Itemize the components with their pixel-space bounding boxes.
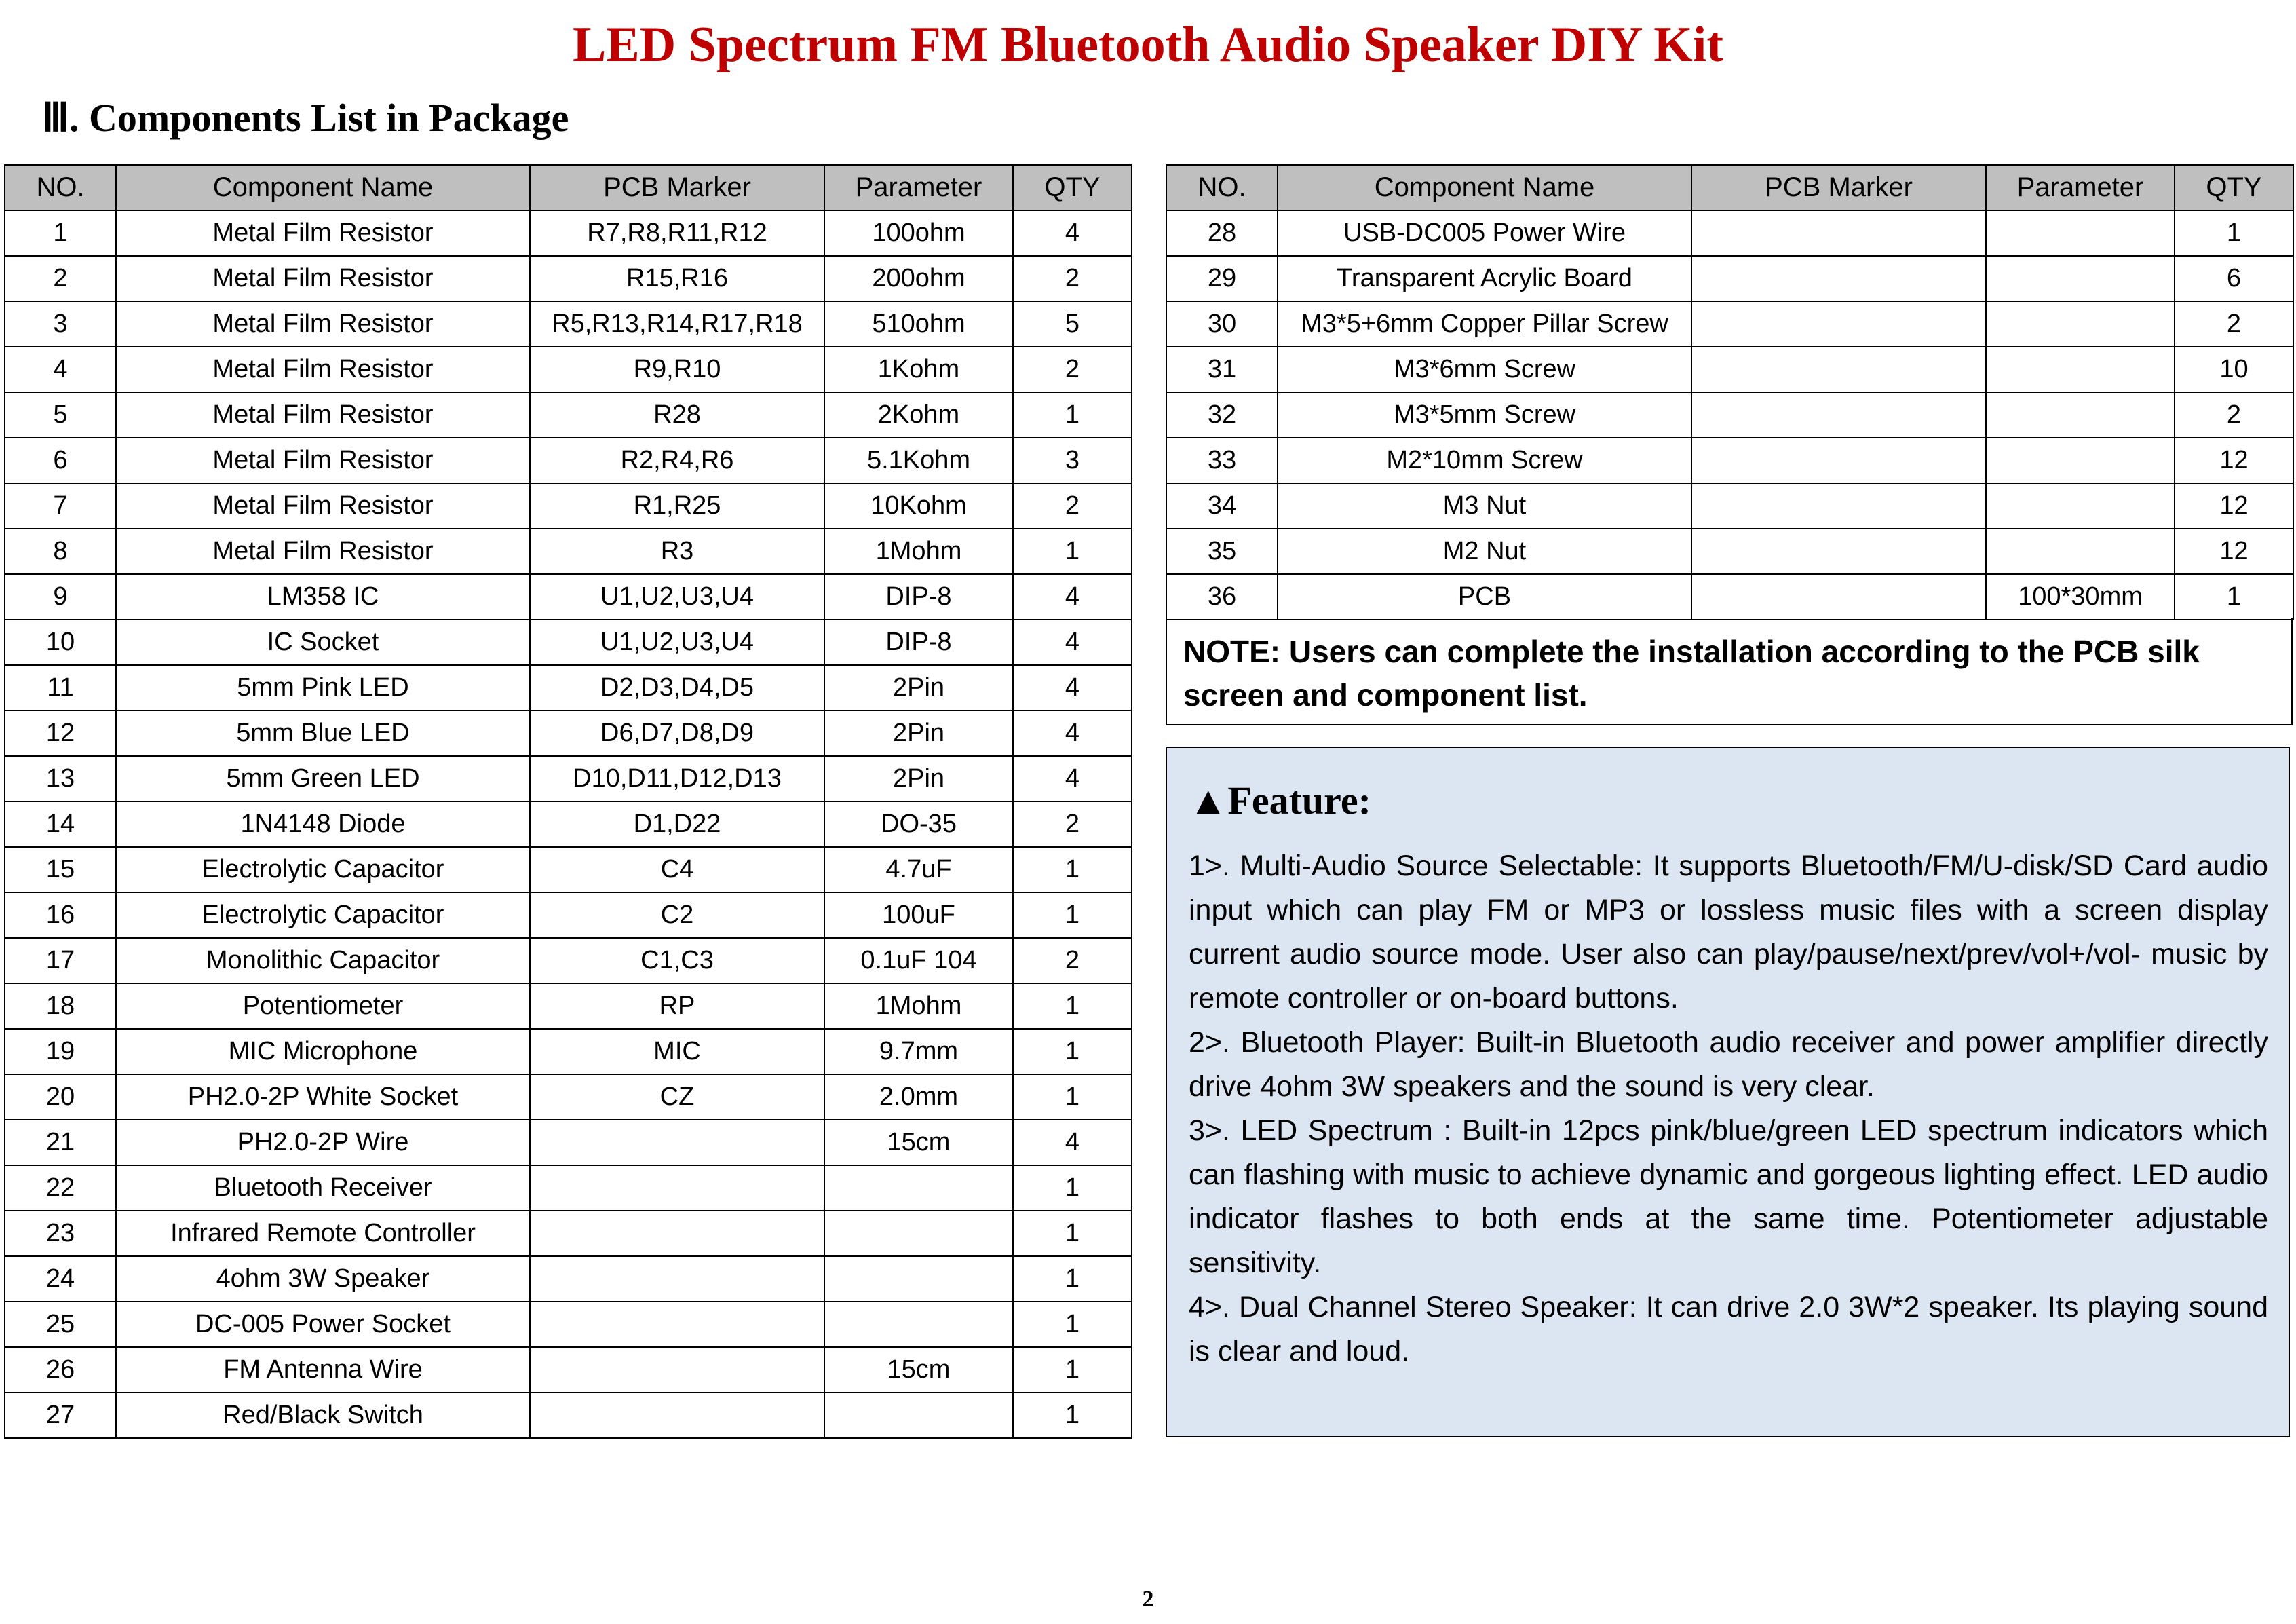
cell-component-name: M2*10mm Screw: [1278, 438, 1691, 483]
header-component-name: Component Name: [116, 165, 530, 210]
cell-no: 13: [5, 756, 116, 801]
cell-no: 35: [1166, 529, 1278, 574]
cell-pcb-marker: RP: [530, 983, 824, 1029]
cell-no: 30: [1166, 301, 1278, 347]
cell-pcb-marker: U1,U2,U3,U4: [530, 620, 824, 665]
cell-qty: 4: [1013, 665, 1132, 711]
table-row: [5, 938, 1132, 983]
components-table-right: [1166, 164, 2294, 620]
table-row: [1166, 347, 2293, 392]
cell-parameter: [1986, 529, 2175, 574]
cell-component-name: M3*5mm Screw: [1278, 392, 1691, 438]
table-row: [5, 347, 1132, 392]
cell-qty: 3: [1013, 438, 1132, 483]
cell-no: 22: [5, 1165, 116, 1211]
cell-no: 17: [5, 938, 116, 983]
cell-no: 4: [5, 347, 116, 392]
cell-component-name: PH2.0-2P Wire: [116, 1120, 530, 1165]
table-row: [5, 483, 1132, 529]
cell-component-name: Potentiometer: [116, 983, 530, 1029]
table-row: [1166, 529, 2293, 574]
table-row: [5, 1393, 1132, 1438]
table-row: [5, 301, 1132, 347]
cell-component-name: 5mm Pink LED: [116, 665, 530, 711]
cell-no: 24: [5, 1256, 116, 1302]
cell-qty: 4: [1013, 711, 1132, 756]
cell-component-name: 4ohm 3W Speaker: [116, 1256, 530, 1302]
header-component-name: Component Name: [1278, 165, 1691, 210]
table-row: [5, 620, 1132, 665]
cell-no: 26: [5, 1347, 116, 1393]
table-row: [5, 392, 1132, 438]
cell-qty: 12: [2175, 438, 2293, 483]
cell-component-name: MIC Microphone: [116, 1029, 530, 1074]
table-body-left: [5, 210, 1132, 1438]
cell-qty: 1: [1013, 1029, 1132, 1074]
feature-item: 2>. Bluetooth Player: Built-in Bluetooth audio receiver and power amplifier directly drive 4ohm 3W speakers and the sound is very clear.: [1189, 1026, 2268, 1103]
cell-pcb-marker: [1691, 574, 1986, 620]
table-row: [5, 1347, 1132, 1393]
table-row: [1166, 210, 2293, 256]
cell-pcb-marker: [530, 1256, 824, 1302]
cell-pcb-marker: C4: [530, 847, 824, 892]
cell-no: 3: [5, 301, 116, 347]
feature-item: 3>. LED Spectrum : Built-in 12pcs pink/blue/green LED spectrum indicators which can flashing with music to achieve dynamic and gorgeous lighting effect. LED audio indicator flashes to both ends at the same time. Potentiometer adjustable sensitivity.: [1189, 1114, 2268, 1279]
cell-pcb-marker: R15,R16: [530, 256, 824, 301]
table-row: [5, 1302, 1132, 1347]
cell-qty: 2: [1013, 256, 1132, 301]
cell-component-name: M3*5+6mm Copper Pillar Screw: [1278, 301, 1691, 347]
cell-no: 25: [5, 1302, 116, 1347]
cell-no: 12: [5, 711, 116, 756]
cell-parameter: DIP-8: [824, 620, 1013, 665]
cell-pcb-marker: MIC: [530, 1029, 824, 1074]
cell-pcb-marker: C1,C3: [530, 938, 824, 983]
cell-component-name: Red/Black Switch: [116, 1393, 530, 1438]
cell-pcb-marker: [1691, 483, 1986, 529]
cell-component-name: 5mm Green LED: [116, 756, 530, 801]
cell-parameter: [824, 1211, 1013, 1256]
cell-pcb-marker: [530, 1302, 824, 1347]
cell-no: 1: [5, 210, 116, 256]
cell-parameter: [1986, 347, 2175, 392]
cell-qty: 1: [1013, 529, 1132, 574]
table-row: [5, 438, 1132, 483]
cell-qty: 6: [2175, 256, 2293, 301]
cell-parameter: 2Kohm: [824, 392, 1013, 438]
cell-parameter: [1986, 301, 2175, 347]
cell-pcb-marker: D2,D3,D4,D5: [530, 665, 824, 711]
header-parameter: Parameter: [1986, 165, 2175, 210]
cell-pcb-marker: R7,R8,R11,R12: [530, 210, 824, 256]
cell-no: 14: [5, 801, 116, 847]
table-row: [1166, 438, 2293, 483]
cell-no: 10: [5, 620, 116, 665]
cell-pcb-marker: [1691, 347, 1986, 392]
cell-pcb-marker: R9,R10: [530, 347, 824, 392]
cell-parameter: 100*30mm: [1986, 574, 2175, 620]
cell-parameter: 1Mohm: [824, 983, 1013, 1029]
table-row: [5, 1211, 1132, 1256]
cell-pcb-marker: [530, 1165, 824, 1211]
cell-pcb-marker: [530, 1211, 824, 1256]
cell-no: 28: [1166, 210, 1278, 256]
cell-component-name: M3*6mm Screw: [1278, 347, 1691, 392]
cell-pcb-marker: U1,U2,U3,U4: [530, 574, 824, 620]
cell-parameter: DIP-8: [824, 574, 1013, 620]
cell-qty: 2: [1013, 938, 1132, 983]
cell-component-name: 5mm Blue LED: [116, 711, 530, 756]
table-row: [1166, 392, 2293, 438]
cell-qty: 10: [2175, 347, 2293, 392]
cell-pcb-marker: [1691, 256, 1986, 301]
cell-no: 32: [1166, 392, 1278, 438]
cell-qty: 4: [1013, 574, 1132, 620]
feature-item: 1>. Multi-Audio Source Selectable: It supports Bluetooth/FM/U-disk/SD Card audio input which can play FM or MP3 or lossless music files with a screen display current audio source mode. User also can play/pause/next/prev/vol+/vol- music by remote controller or on-board buttons.: [1189, 850, 2268, 1015]
cell-qty: 4: [1013, 620, 1132, 665]
cell-qty: 5: [1013, 301, 1132, 347]
cell-component-name: FM Antenna Wire: [116, 1347, 530, 1393]
table-row: [5, 1120, 1132, 1165]
table-row: [5, 1165, 1132, 1211]
cell-no: 36: [1166, 574, 1278, 620]
cell-no: 9: [5, 574, 116, 620]
cell-no: 34: [1166, 483, 1278, 529]
cell-pcb-marker: [1691, 529, 1986, 574]
table-row: [5, 574, 1132, 620]
table-row: [5, 801, 1132, 847]
cell-qty: 1: [1013, 1165, 1132, 1211]
cell-parameter: 2Pin: [824, 756, 1013, 801]
cell-no: 11: [5, 665, 116, 711]
cell-parameter: [1986, 392, 2175, 438]
cell-no: 31: [1166, 347, 1278, 392]
header-qty: QTY: [1013, 165, 1132, 210]
cell-qty: 1: [1013, 847, 1132, 892]
cell-pcb-marker: R5,R13,R14,R17,R18: [530, 301, 824, 347]
table-row: [5, 1256, 1132, 1302]
table-row: [1166, 256, 2293, 301]
cell-no: 2: [5, 256, 116, 301]
cell-component-name: 1N4148 Diode: [116, 801, 530, 847]
table-header-row: [1166, 165, 2293, 210]
cell-qty: 1: [1013, 1393, 1132, 1438]
cell-parameter: [1986, 483, 2175, 529]
page-number: 2: [1142, 1587, 1154, 1612]
cell-parameter: 0.1uF 104: [824, 938, 1013, 983]
table-row: [5, 756, 1132, 801]
cell-qty: 2: [1013, 483, 1132, 529]
cell-no: 19: [5, 1029, 116, 1074]
cell-component-name: M2 Nut: [1278, 529, 1691, 574]
cell-pcb-marker: [1691, 301, 1986, 347]
cell-parameter: 5.1Kohm: [824, 438, 1013, 483]
cell-component-name: M3 Nut: [1278, 483, 1691, 529]
cell-no: 8: [5, 529, 116, 574]
cell-parameter: [1986, 210, 2175, 256]
cell-qty: 1: [1013, 1347, 1132, 1393]
cell-parameter: 510ohm: [824, 301, 1013, 347]
cell-qty: 4: [1013, 1120, 1132, 1165]
cell-no: 16: [5, 892, 116, 938]
table-row: [5, 983, 1132, 1029]
cell-qty: 2: [1013, 801, 1132, 847]
cell-parameter: [824, 1302, 1013, 1347]
cell-parameter: 2.0mm: [824, 1074, 1013, 1120]
cell-component-name: DC-005 Power Socket: [116, 1302, 530, 1347]
cell-parameter: 4.7uF: [824, 847, 1013, 892]
cell-parameter: [1986, 256, 2175, 301]
header-no: NO.: [1166, 165, 1278, 210]
cell-component-name: Metal Film Resistor: [116, 529, 530, 574]
cell-no: 27: [5, 1393, 116, 1438]
cell-no: 21: [5, 1120, 116, 1165]
table-row: [5, 529, 1132, 574]
table-row: [5, 210, 1132, 256]
cell-component-name: Metal Film Resistor: [116, 301, 530, 347]
feature-heading: ▲Feature:: [1189, 778, 1371, 823]
table-row: [5, 847, 1132, 892]
cell-parameter: 9.7mm: [824, 1029, 1013, 1074]
cell-no: 15: [5, 847, 116, 892]
cell-parameter: 100ohm: [824, 210, 1013, 256]
cell-component-name: PH2.0-2P White Socket: [116, 1074, 530, 1120]
cell-qty: 12: [2175, 529, 2293, 574]
cell-parameter: [1986, 438, 2175, 483]
cell-component-name: Metal Film Resistor: [116, 438, 530, 483]
document-title: LED Spectrum FM Bluetooth Audio Speaker DIY Kit: [573, 17, 1723, 73]
components-table-left: [4, 164, 1132, 1439]
cell-no: 20: [5, 1074, 116, 1120]
cell-pcb-marker: [530, 1393, 824, 1438]
cell-parameter: 2Pin: [824, 665, 1013, 711]
table-row: [5, 892, 1132, 938]
table-row: [5, 711, 1132, 756]
cell-pcb-marker: CZ: [530, 1074, 824, 1120]
cell-component-name: Metal Film Resistor: [116, 347, 530, 392]
cell-pcb-marker: [1691, 210, 1986, 256]
cell-parameter: DO-35: [824, 801, 1013, 847]
table-row: [1166, 301, 2293, 347]
section-heading: Ⅲ. Components List in Package: [42, 96, 569, 140]
cell-no: 29: [1166, 256, 1278, 301]
cell-pcb-marker: C2: [530, 892, 824, 938]
cell-qty: 1: [2175, 574, 2293, 620]
table-header-row: [5, 165, 1132, 210]
cell-component-name: Metal Film Resistor: [116, 483, 530, 529]
header-no: NO.: [5, 165, 116, 210]
cell-component-name: IC Socket: [116, 620, 530, 665]
cell-pcb-marker: R1,R25: [530, 483, 824, 529]
cell-component-name: PCB: [1278, 574, 1691, 620]
table-row: [1166, 574, 2293, 620]
cell-component-name: Electrolytic Capacitor: [116, 892, 530, 938]
cell-component-name: Infrared Remote Controller: [116, 1211, 530, 1256]
cell-no: 23: [5, 1211, 116, 1256]
cell-no: 18: [5, 983, 116, 1029]
table-row: [5, 1074, 1132, 1120]
cell-component-name: USB-DC005 Power Wire: [1278, 210, 1691, 256]
cell-pcb-marker: [530, 1347, 824, 1393]
cell-qty: 2: [1013, 347, 1132, 392]
cell-parameter: 2Pin: [824, 711, 1013, 756]
cell-qty: 1: [1013, 392, 1132, 438]
cell-qty: 1: [1013, 983, 1132, 1029]
cell-qty: 4: [1013, 756, 1132, 801]
cell-qty: 2: [2175, 392, 2293, 438]
header-parameter: Parameter: [824, 165, 1013, 210]
cell-qty: 1: [1013, 1211, 1132, 1256]
table-row: [5, 256, 1132, 301]
cell-qty: 1: [1013, 1256, 1132, 1302]
cell-pcb-marker: [1691, 392, 1986, 438]
cell-pcb-marker: R2,R4,R6: [530, 438, 824, 483]
cell-pcb-marker: D10,D11,D12,D13: [530, 756, 824, 801]
table-row: [5, 665, 1132, 711]
cell-pcb-marker: D6,D7,D8,D9: [530, 711, 824, 756]
table-row: [5, 1029, 1132, 1074]
cell-qty: 1: [1013, 1074, 1132, 1120]
cell-parameter: 10Kohm: [824, 483, 1013, 529]
header-qty: QTY: [2175, 165, 2293, 210]
header-pcb-marker: PCB Marker: [1691, 165, 1986, 210]
cell-no: 33: [1166, 438, 1278, 483]
feature-item: 4>. Dual Channel Stereo Speaker: It can drive 2.0 3W*2 speaker. Its playing sound is clear and loud.: [1189, 1291, 2268, 1367]
cell-pcb-marker: R28: [530, 392, 824, 438]
cell-component-name: Monolithic Capacitor: [116, 938, 530, 983]
cell-qty: 1: [1013, 892, 1132, 938]
cell-component-name: LM358 IC: [116, 574, 530, 620]
cell-pcb-marker: D1,D22: [530, 801, 824, 847]
cell-pcb-marker: [1691, 438, 1986, 483]
cell-qty: 1: [2175, 210, 2293, 256]
note-box: [1166, 618, 2293, 725]
cell-component-name: Metal Film Resistor: [116, 392, 530, 438]
cell-qty: 1: [1013, 1302, 1132, 1347]
cell-parameter: [824, 1393, 1013, 1438]
cell-no: 6: [5, 438, 116, 483]
cell-pcb-marker: [530, 1120, 824, 1165]
cell-parameter: [824, 1256, 1013, 1302]
cell-component-name: Electrolytic Capacitor: [116, 847, 530, 892]
cell-component-name: Transparent Acrylic Board: [1278, 256, 1691, 301]
feature-box: [1166, 747, 2290, 1437]
cell-parameter: 1Kohm: [824, 347, 1013, 392]
note-text: NOTE: Users can complete the installation according to the PCB silk screen and component list.: [1183, 634, 2200, 713]
cell-no: 5: [5, 392, 116, 438]
cell-qty: 12: [2175, 483, 2293, 529]
cell-qty: 2: [2175, 301, 2293, 347]
cell-pcb-marker: R3: [530, 529, 824, 574]
cell-parameter: 15cm: [824, 1347, 1013, 1393]
cell-component-name: Bluetooth Receiver: [116, 1165, 530, 1211]
cell-parameter: 200ohm: [824, 256, 1013, 301]
table-row: [1166, 483, 2293, 529]
header-pcb-marker: PCB Marker: [530, 165, 824, 210]
cell-component-name: Metal Film Resistor: [116, 210, 530, 256]
cell-parameter: 1Mohm: [824, 529, 1013, 574]
cell-no: 7: [5, 483, 116, 529]
cell-component-name: Metal Film Resistor: [116, 256, 530, 301]
cell-parameter: 100uF: [824, 892, 1013, 938]
cell-parameter: 15cm: [824, 1120, 1013, 1165]
cell-qty: 4: [1013, 210, 1132, 256]
cell-parameter: [824, 1165, 1013, 1211]
table-body-right: [1166, 210, 2293, 620]
